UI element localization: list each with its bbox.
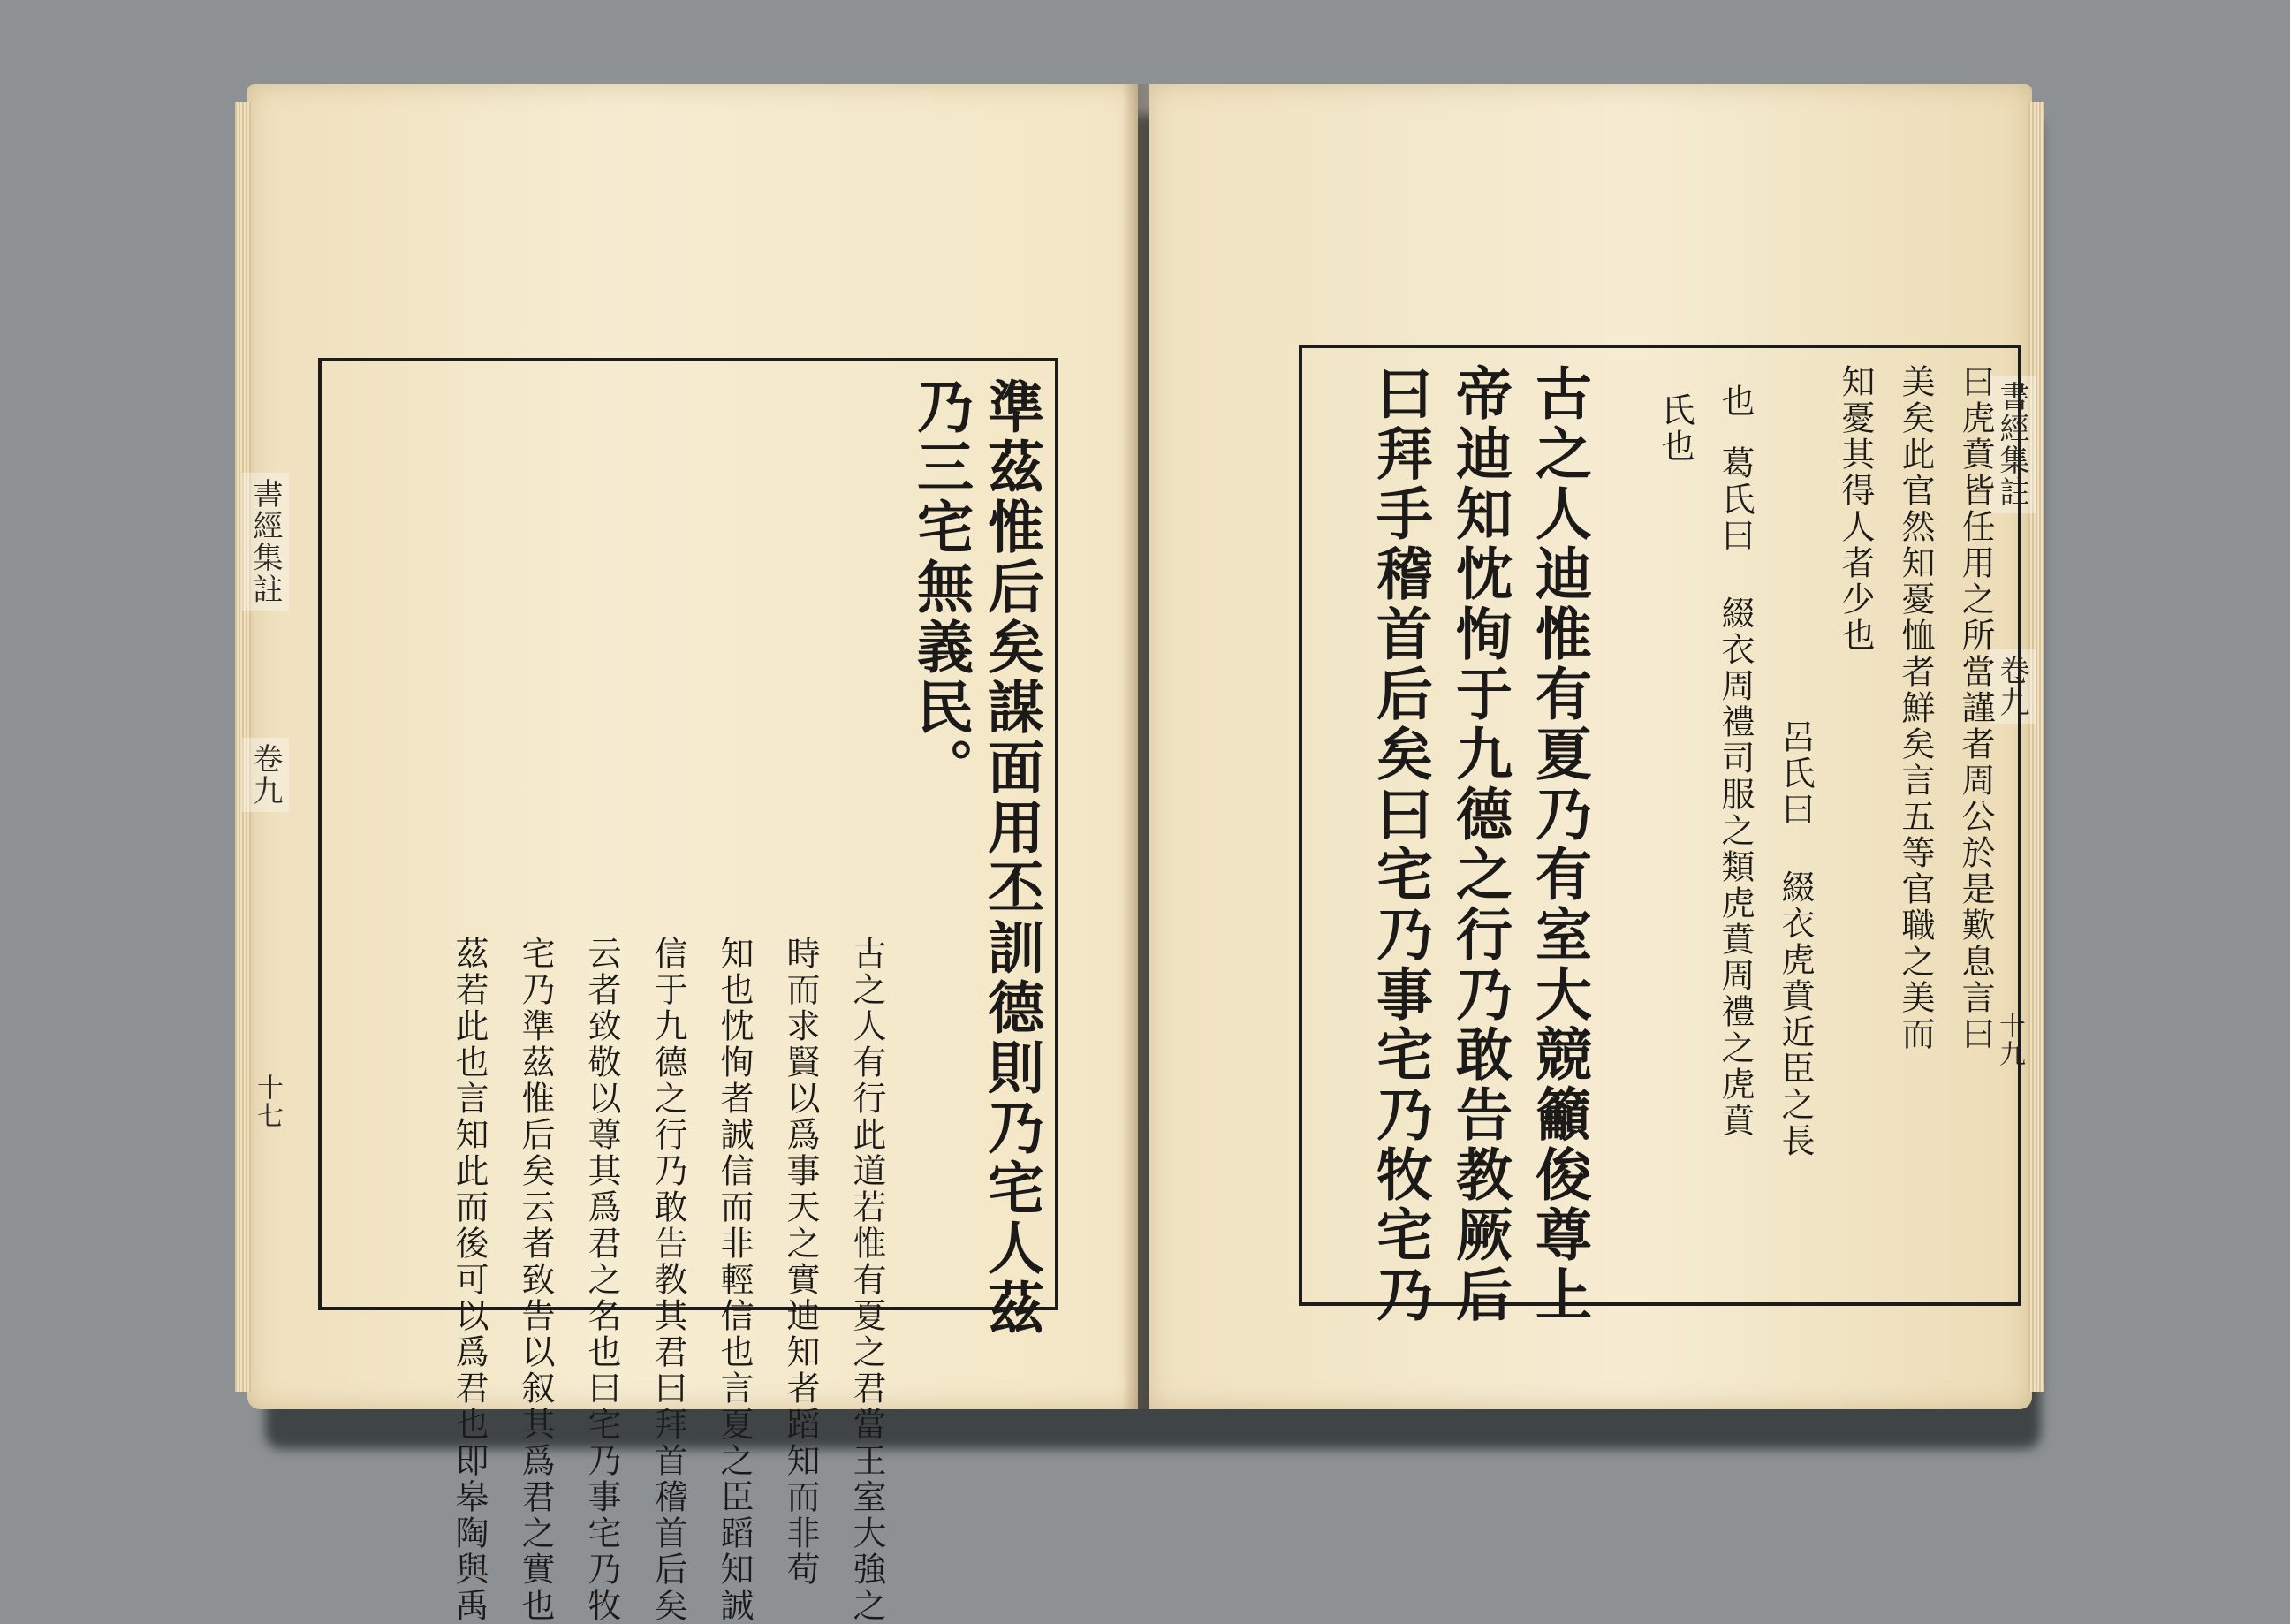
left-page: [247, 84, 1138, 1624]
right-comm-col-3: 知憂其得人者少也: [1836, 364, 1875, 654]
right-main-col-3: 曰拜手稽首后矣曰宅乃事宅乃牧宅乃: [1367, 364, 1433, 1325]
left-comm-col-7: 茲若此也言知此而後可以爲君也即皋陶與禹: [450, 936, 489, 1624]
open-book: [247, 84, 2032, 1624]
right-text-frame: [1299, 345, 2021, 1325]
left-comm-col-2: 時而求賢以爲事天之實迪知者蹈知而非苟: [781, 936, 820, 1588]
left-folio: 十七: [252, 1074, 283, 1130]
left-side-title: 書經集註: [242, 473, 289, 611]
left-comm-col-5: 云者致敬以尊其爲君之名也曰宅乃事宅乃牧: [582, 936, 621, 1624]
left-text-frame: [318, 358, 1058, 1624]
right-main-col-2: 帝迪知忱恂于九德之行乃敢告教厥后: [1446, 364, 1513, 1325]
right-comm-col-6: 葛氏曰 綴衣周禮司服之類虎賁周禮之虎賁: [1716, 445, 1755, 1139]
right-comm-col-5: 也: [1716, 383, 1755, 420]
left-side-volume: 卷九: [242, 738, 289, 812]
left-main-col-2: 乃三宅無義民。: [907, 377, 974, 798]
page-edge-right: [2028, 102, 2044, 1392]
right-comm-col-4: 呂氏曰 綴衣虎賁近臣之長: [1776, 719, 1815, 1159]
left-comm-col-1: 古之人有行此道若惟有夏之君當王室大強之: [847, 936, 886, 1624]
right-comm-col-7: 氏也: [1656, 392, 1695, 465]
right-folio: 十九: [1994, 1012, 2025, 1068]
left-comm-col-6: 宅乃準茲惟后矣云者致告以叙其爲君之實也: [516, 936, 555, 1624]
right-side-title: 書經集註: [1989, 376, 2036, 513]
left-comm-col-4: 信于九德之行乃敢告教其君曰拜首稽首后矣: [648, 936, 687, 1624]
right-main-col-1: 古之人迪惟有夏乃有室大競籲俊尊上: [1526, 364, 1592, 1325]
right-comm-col-1: 曰虎賁皆任用之所當謹者周公於是歎息言曰: [1956, 364, 1995, 1052]
right-page: [1149, 84, 2032, 1409]
right-side-volume: 卷九: [1989, 649, 2036, 724]
left-main-col-1: 準茲惟后矣謀面用丕訓德則乃宅人茲: [978, 377, 1044, 1339]
right-comm-col-2: 美矣此官然知憂恤者鮮矣言五等官職之美而: [1896, 364, 1935, 1052]
left-comm-col-3: 知也忱恂者誠信而非輕信也言夏之臣蹈知誠: [715, 936, 754, 1624]
